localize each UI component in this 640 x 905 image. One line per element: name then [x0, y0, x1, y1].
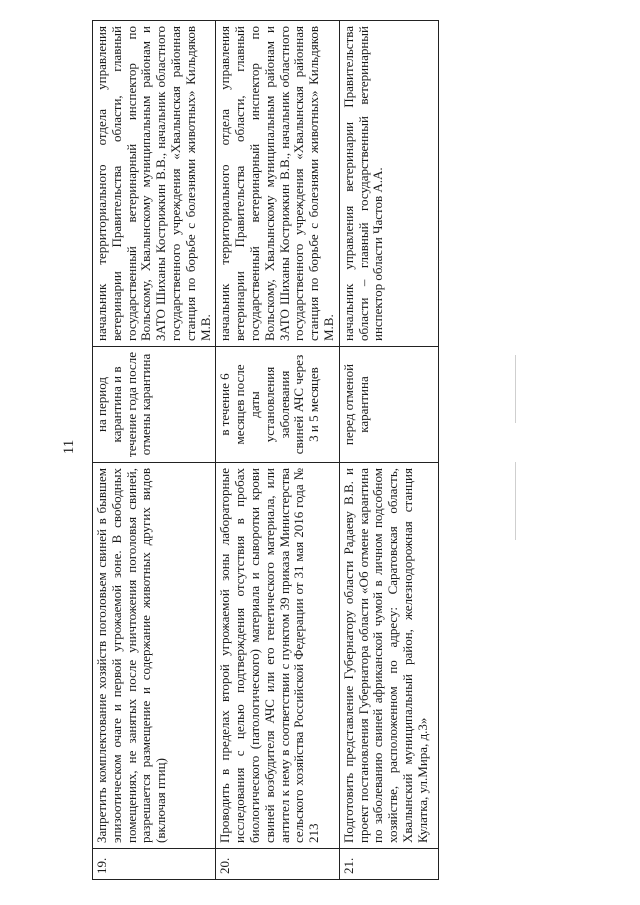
row-deadline: в течение 6 месяцев после даты установления заболевания свиней АЧС через 3 и 5 месяцев — [216, 347, 339, 463]
row-action: Подготовить представление Губернатору области Радаеву В.В. и проект постановления Губернатора области «Об отмене карантина по заболеванию свиней африканской чумой в личном подсобном хозяйстве, расположенном по адресу: Саратовская область, Хвалынский муниципальный район, железнодорожная станция Кулатка, ул.Мира, д.3» — [339, 463, 438, 849]
rotated-table-container — [92, 20, 430, 880]
row-action: Запретить комплектование хозяйств поголовьем свиней в бывшем эпизоотическом очаге и первой угрожаемой зоне. В свободных помещениях, не занятых после уничтожения поголовья свиней, разрешается размещение и содержание животных других видов (включая птиц) — [93, 463, 216, 849]
table-row — [339, 21, 438, 880]
row-responsible: начальник территориального отдела управления ветеринарии Правительства области, главный государственный ветеринарный инспектор по Вольскому, Хвалынскому муниципальным районам и ЗАТО Шиханы Кострижкин В.В., начальник областного государственного учреждения «Хвалынская районная станция по борьбе с болезнями животных» Кильдяков М.В. — [93, 21, 216, 347]
row-number: 21. — [339, 849, 438, 880]
right-margin-line-bottom — [515, 462, 516, 540]
row-deadline: перед отменой карантина — [339, 347, 438, 463]
row-number: 20. — [216, 849, 339, 880]
row-responsible: начальник управления ветеринарии Правительства области – главный государственный ветеринарный инспектор области Частов А.А. — [339, 21, 438, 347]
row-number: 19. — [93, 849, 216, 880]
measures-table — [92, 20, 439, 880]
table-row — [216, 21, 339, 880]
table-row — [93, 21, 216, 880]
right-margin-line-top — [515, 355, 516, 423]
row-responsible: начальник территориального отдела управления ветеринарии Правительства области, главный государственный ветеринарный инспектор по Вольскому, Хвалынскому муниципальным районам и ЗАТО Шиханы Кострижкин В.В., начальник областного государственного учреждения «Хвалынская районная станция по борьбе с болезнями животных» Кильдяков М.В. — [216, 21, 339, 347]
row-action: Проводить в пределах второй угрожаемой зоны лабораторные исследования с целью подтверждения отсутствия в пробах биологического (патологического) материала и сыворотки крови свиней возбудителя АЧС или его генетического материала, или антител к нему в соответствии с пунктом 39 приказа Министерства сельского хозяйства Российской Федерации от 31 мая 2016 года № 213 — [216, 463, 339, 849]
page-number: 11 — [61, 439, 77, 455]
row-deadline: на период карантина и в течение года после отмены карантина — [93, 347, 216, 463]
